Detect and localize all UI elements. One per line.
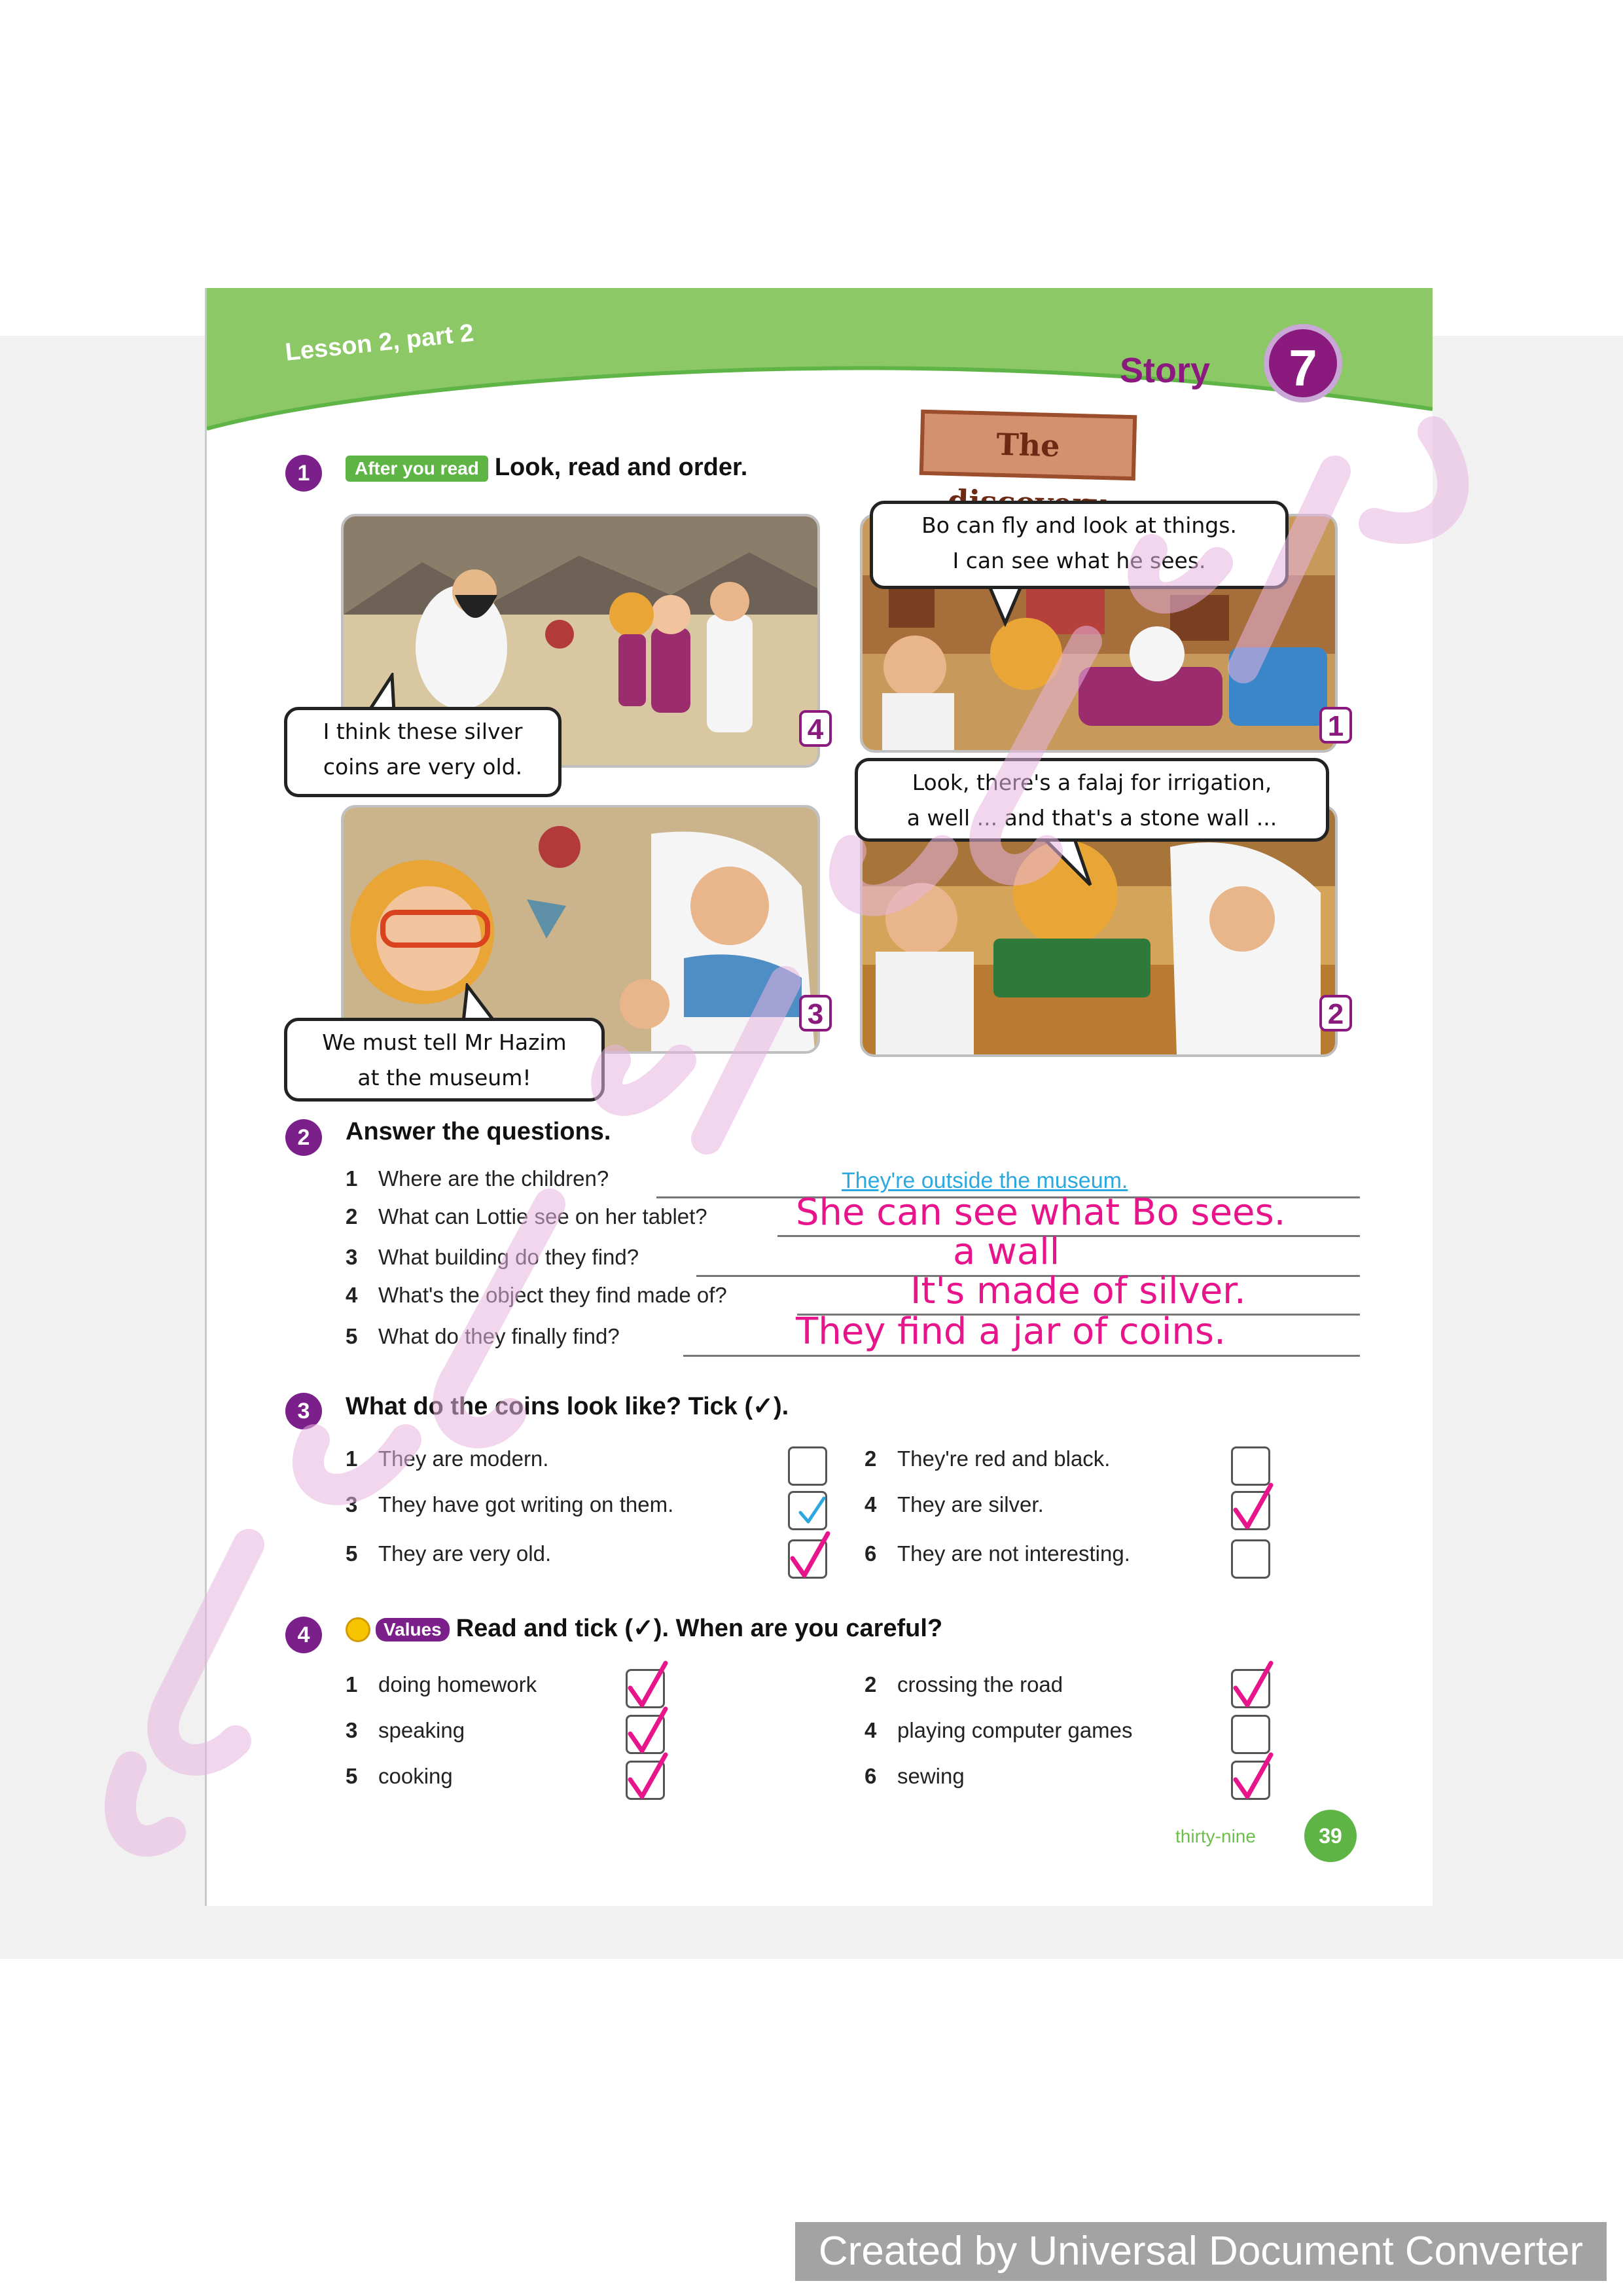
tick-item (865, 1718, 1133, 1743)
item-number: 2 (865, 1672, 877, 1696)
item-number: 3 (346, 1492, 358, 1516)
tick-box[interactable] (1231, 1491, 1270, 1530)
example-answer: They're outside the museum. (842, 1168, 1128, 1193)
story-picture-panel (341, 805, 820, 1054)
exercise-1-number: 1 (285, 455, 322, 492)
bubble-text: I can see what he sees. (952, 548, 1206, 573)
tick-box[interactable] (626, 1715, 665, 1754)
tick-box[interactable] (1231, 1761, 1270, 1800)
section-label: Story (1120, 351, 1211, 390)
item-text: playing computer games (897, 1718, 1133, 1742)
exercise-1-title (346, 454, 747, 482)
tick-item (865, 1446, 1110, 1471)
tick-mark-icon (625, 1705, 671, 1757)
question-number: 1 (346, 1166, 358, 1191)
bubble-text: at the museum! (357, 1065, 531, 1090)
page-number-words: thirty-nine (1175, 1826, 1256, 1846)
tick-box[interactable] (1231, 1539, 1270, 1579)
bubble-text: Look, there's a falaj for irrigation, (912, 770, 1272, 795)
item-text: They are very old. (378, 1541, 552, 1566)
panel-order-number: 3 (799, 995, 832, 1031)
tick-box[interactable] (1231, 1669, 1270, 1708)
question-row (346, 1204, 707, 1244)
exercise-3-instruction: What do the coins look like? Tick (✓). (346, 1393, 789, 1420)
item-text: cooking (378, 1764, 453, 1788)
story-title: The (919, 410, 1137, 481)
question-number: 2 (346, 1204, 358, 1229)
item-number: 5 (346, 1541, 358, 1566)
item-text: sewing (897, 1764, 965, 1788)
question-text: What do they finally find? (378, 1324, 620, 1348)
item-number: 3 (346, 1718, 358, 1742)
item-number: 4 (865, 1492, 877, 1516)
tick-item (865, 1492, 1044, 1517)
tick-mark-icon (787, 1481, 833, 1534)
question-row (346, 1324, 620, 1363)
question-row (346, 1245, 639, 1284)
question-text: What can Lottie see on her tablet? (378, 1204, 707, 1229)
item-number: 5 (346, 1764, 358, 1788)
handwritten-answer: She can see what Bo sees. (796, 1191, 1286, 1234)
after-you-read-tag: After you read (346, 456, 488, 482)
exercise-3-number: 3 (285, 1393, 322, 1429)
question-number: 5 (346, 1324, 358, 1348)
tick-item (865, 1541, 1130, 1566)
tick-item (346, 1718, 465, 1743)
converter-banner: Created by Universal Document Converter (795, 2222, 1607, 2281)
story-illustration (863, 808, 1335, 1054)
unit-badge: 7 (1264, 324, 1342, 403)
item-text: They're red and black. (897, 1446, 1111, 1471)
tick-mark-icon (1230, 1751, 1276, 1803)
item-number: 2 (865, 1446, 877, 1471)
question-row (346, 1166, 609, 1206)
lesson-label: Lesson 2, part 2 (283, 319, 475, 367)
tick-box[interactable] (1231, 1715, 1270, 1754)
tick-item (346, 1541, 551, 1566)
bubble-text: Bo can fly and look at things. (921, 512, 1237, 538)
tick-mark-icon (625, 1751, 671, 1803)
exercise-4-title (346, 1613, 942, 1643)
bubble-text: We must tell Mr Hazim (322, 1030, 567, 1055)
page-number-badge: 39 (1304, 1810, 1357, 1862)
item-number: 6 (865, 1764, 877, 1788)
tick-item (346, 1446, 548, 1471)
item-text: They have got writing on them. (378, 1492, 674, 1516)
header-banner (207, 288, 1433, 445)
panel-order-number: 1 (1319, 707, 1352, 744)
tick-item (346, 1672, 537, 1697)
tick-item (865, 1672, 1063, 1697)
tick-box[interactable] (626, 1761, 665, 1800)
bubble-text: coins are very old. (323, 754, 523, 780)
question-text: What's the object they find made of? (378, 1283, 727, 1307)
tick-box[interactable] (1231, 1446, 1270, 1486)
panel-order-number: 2 (1319, 995, 1352, 1031)
item-number: 4 (865, 1718, 877, 1742)
workbook-page (205, 288, 1433, 1906)
values-tag: Values (376, 1618, 450, 1641)
question-row (346, 1283, 727, 1322)
item-text: They are modern. (378, 1446, 549, 1471)
tick-mark-icon (787, 1530, 833, 1582)
tick-box[interactable] (788, 1491, 827, 1530)
exercise-4-number: 4 (285, 1617, 322, 1653)
item-text: crossing the road (897, 1672, 1063, 1696)
tick-box[interactable] (788, 1446, 827, 1486)
tick-box[interactable] (626, 1669, 665, 1708)
item-number: 1 (346, 1672, 358, 1696)
exercise-4-instruction: Read and tick (✓). When are you careful? (455, 1615, 943, 1642)
tick-mark-icon (1230, 1659, 1276, 1712)
handwritten-answer: They find a jar of coins. (796, 1310, 1226, 1353)
story-picture-panel (860, 805, 1338, 1057)
handwritten-answer: a wall (953, 1230, 1060, 1273)
speech-bubble (870, 501, 1289, 589)
tick-mark-icon (625, 1659, 671, 1712)
clock-icon (346, 1617, 370, 1642)
item-text: doing homework (378, 1672, 537, 1696)
item-text: They are silver. (897, 1492, 1044, 1516)
exercise-2-instruction: Answer the questions. (346, 1118, 611, 1145)
item-number: 6 (865, 1541, 877, 1566)
question-text: What building do they find? (378, 1245, 639, 1269)
tick-mark-icon (1230, 1481, 1276, 1534)
item-number: 1 (346, 1446, 358, 1471)
speech-bubble (284, 707, 562, 797)
item-text: They are not interesting. (897, 1541, 1130, 1566)
question-text: Where are the children? (378, 1166, 609, 1191)
tick-item (346, 1764, 453, 1789)
page-header (207, 288, 1433, 432)
item-text: speaking (378, 1718, 465, 1742)
tick-item (865, 1764, 965, 1789)
bubble-text: I think these silver (323, 719, 523, 744)
tick-box[interactable] (788, 1539, 827, 1579)
bubble-text: a well ... and that's a stone wall ... (906, 805, 1277, 831)
speech-bubble (855, 758, 1329, 842)
exercise-2-number: 2 (285, 1119, 322, 1156)
speech-bubble (284, 1018, 605, 1102)
story-illustration (344, 808, 817, 1051)
speech-bubble-tail (1038, 836, 1097, 889)
panel-order-number: 4 (799, 710, 832, 747)
exercise-1-instruction: Look, read and order. (494, 454, 748, 481)
handwritten-answer: It's made of silver. (910, 1270, 1246, 1312)
question-number: 4 (346, 1283, 358, 1307)
tick-item (346, 1492, 673, 1517)
question-number: 3 (346, 1245, 358, 1269)
